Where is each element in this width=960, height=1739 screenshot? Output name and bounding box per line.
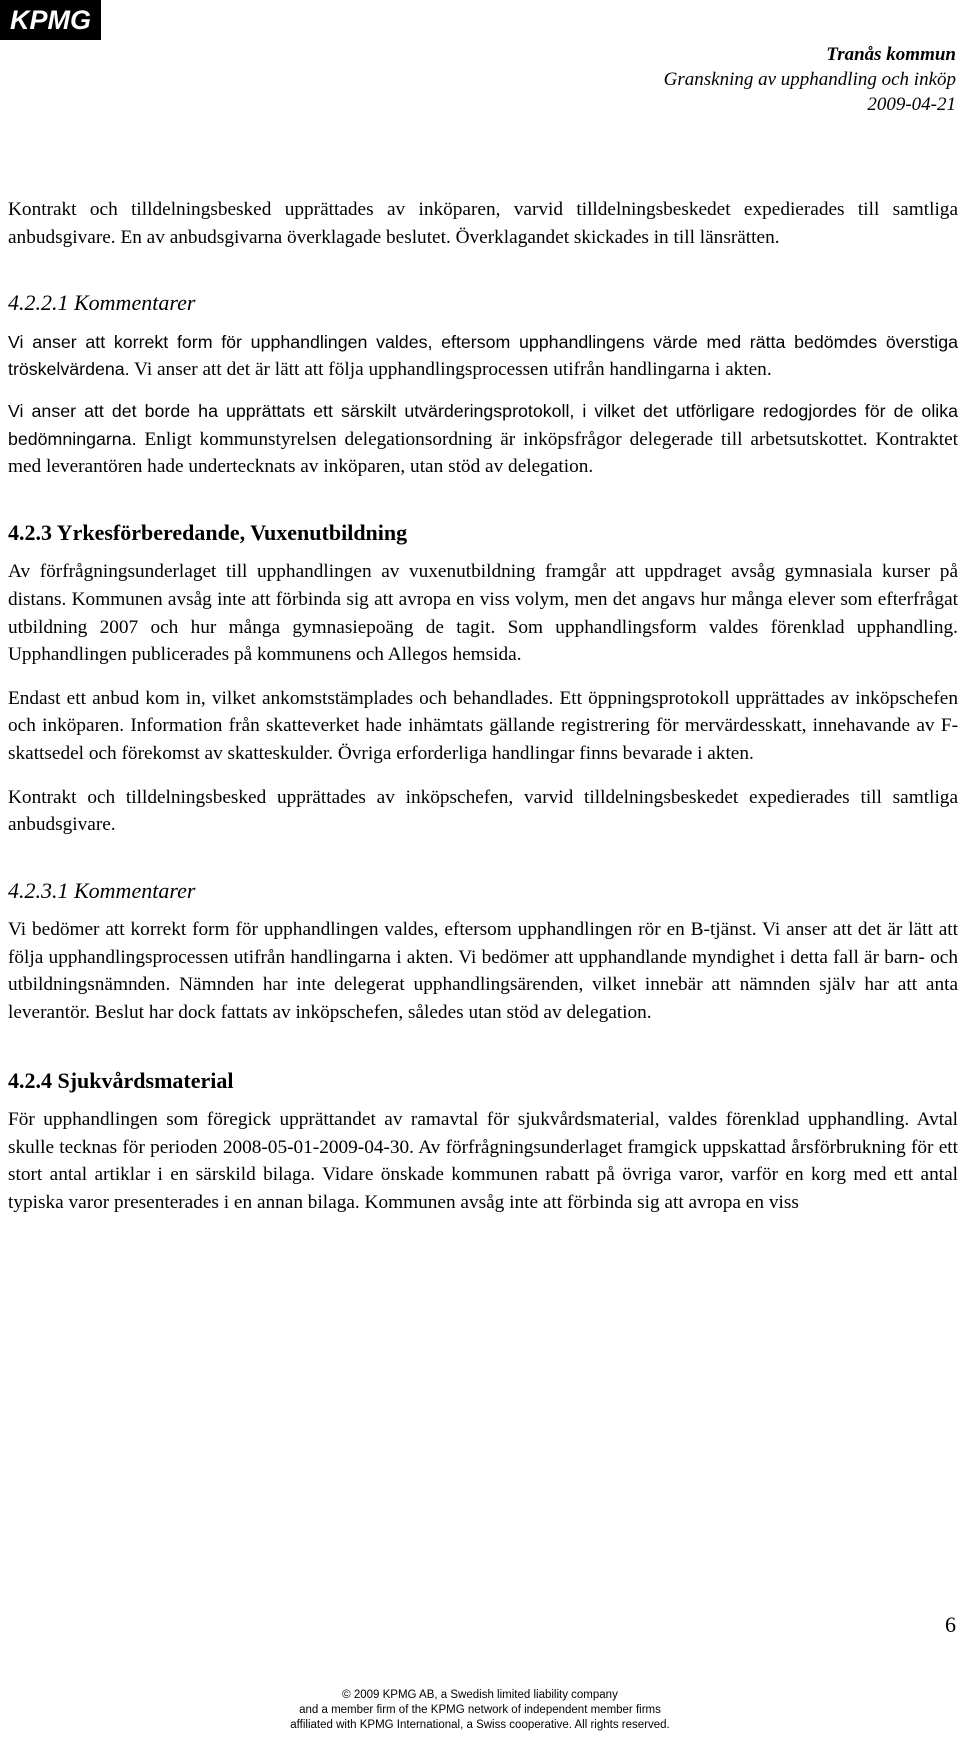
document-body <box>8 196 958 1217</box>
paragraph: Kontrakt och tilldelningsbesked upprättades av inköpschefen, varvid tilldelningsbeskedet expedierades till samtliga anbudsgivare. <box>8 786 958 836</box>
page-header <box>664 42 956 117</box>
header-organization: Tranås kommun <box>826 44 956 65</box>
section-heading-4221: 4.2.2.1 Kommentarer <box>8 290 196 316</box>
header-date: 2009-04-21 <box>867 94 956 115</box>
page-footer <box>0 1688 960 1733</box>
footer-line: and a member firm of the KPMG network of independent member firms <box>299 1704 661 1716</box>
paragraph-part: Vi anser att korrekt form för upphandlingen valdes, eftersom upphandlingens värde med rätta bedömdes överstiga tröskelvärdena. <box>8 331 958 380</box>
section-heading-4231: 4.2.3.1 Kommentarer <box>8 877 196 903</box>
paragraph: Kontrakt och tilldelningsbesked upprättades av inköparen, varvid tilldelningsbeskedet expedierades till samtliga anbudsgivare. En av anbudsgivarna överklagade beslutet. Överklagandet skickades in till länsrätten. <box>8 199 958 248</box>
page-number: 6 <box>945 1612 956 1637</box>
paragraph: Endast ett anbud kom in, vilket ankomststämplades och behandlades. Ett öppningsprotokoll upprättades av inköpschefen och inköparen. Information från skatteverket hade inhämtats gällande registrering för mervärdesskatt, innehavande av F-skattsedel och förekomst av skatteskulder. Övriga erforderliga handlingar finns bevarade i akten. <box>8 687 958 764</box>
paragraph <box>8 398 958 481</box>
paragraph: För upphandlingen som föregick upprättandet av ramavtal för sjukvårdsmaterial, valdes förenklad upphandling. Avtal skulle tecknas för perioden 2008-05-01-2009-04-30. Av förfrågningsunderlaget framgick uppskattad årsförbrukning för ett stort antal artiklar i en särskild bilaga. Vidare önskade kommunen rabatt på övriga varor, varför en korg med ett antal typiska varor presenterades i en annan bilaga. Kommunen avsåg inte att förbinda sig att avropa en viss <box>8 1109 958 1214</box>
paragraph-part: Enligt kommunstyrelsen delegationsordning är inköpsfrågor delegerade till arbetsutskottet. Kontraktet med leverantören hade undertecknats av inköparen, utan stöd av delegation. <box>8 428 958 478</box>
paragraph: Av förfrågningsunderlaget till upphandlingen av vuxenutbildning framgår att uppdraget avsåg gymnasiala kurser på distans. Kommunen avsåg inte att förbinda sig att avropa en viss volym, men det angavs hur många elever som efterfrågat utbildning 2007 och hur många gymnasiepoäng de tagit. Som upphandlingsform valdes förenklad upphandling. Upphandlingen publicerades på kommunens och Allegos hemsida. <box>8 561 958 666</box>
paragraph-part: Vi anser att det borde ha upprättats ett särskilt utvärderingsprotokoll, i vilket det utförligare redogjordes för de olika bedömningarna. <box>8 400 958 449</box>
logo-text: KPMG <box>10 4 91 35</box>
section-heading-424: 4.2.4 Sjukvårdsmaterial <box>8 1067 234 1093</box>
header-subtitle: Granskning av upphandling och inköp <box>663 69 956 90</box>
paragraph-part: Vi anser att det är lätt att följa upphandlingsprocessen utifrån handlingarna i akten. <box>129 359 772 381</box>
paragraph <box>8 329 958 384</box>
footer-line: © 2009 KPMG AB, a Swedish limited liability company <box>342 1689 618 1701</box>
kpmg-logo <box>0 0 101 40</box>
section-heading-423: 4.2.3 Yrkesförberedande, Vuxenutbildning <box>8 519 408 545</box>
footer-line: affiliated with KPMG International, a Swiss cooperative. All rights reserved. <box>290 1719 670 1731</box>
paragraph: Vi bedömer att korrekt form för upphandlingen valdes, eftersom upphandlingen rör en B-tjänst. Vi anser att det är lätt att följa upphandlingsprocessen utifrån handlingarna i akten. Vi bedömer att upphandlande myndighet i detta fall är barn- och utbildningsnämnden. Nämnden har inte delegerat upphandlingsärenden, vilket innebär att nämnden själv har att anta leverantör. Beslut har dock fattats av inköpschefen, således utan stöd av delegation. <box>8 919 958 1024</box>
